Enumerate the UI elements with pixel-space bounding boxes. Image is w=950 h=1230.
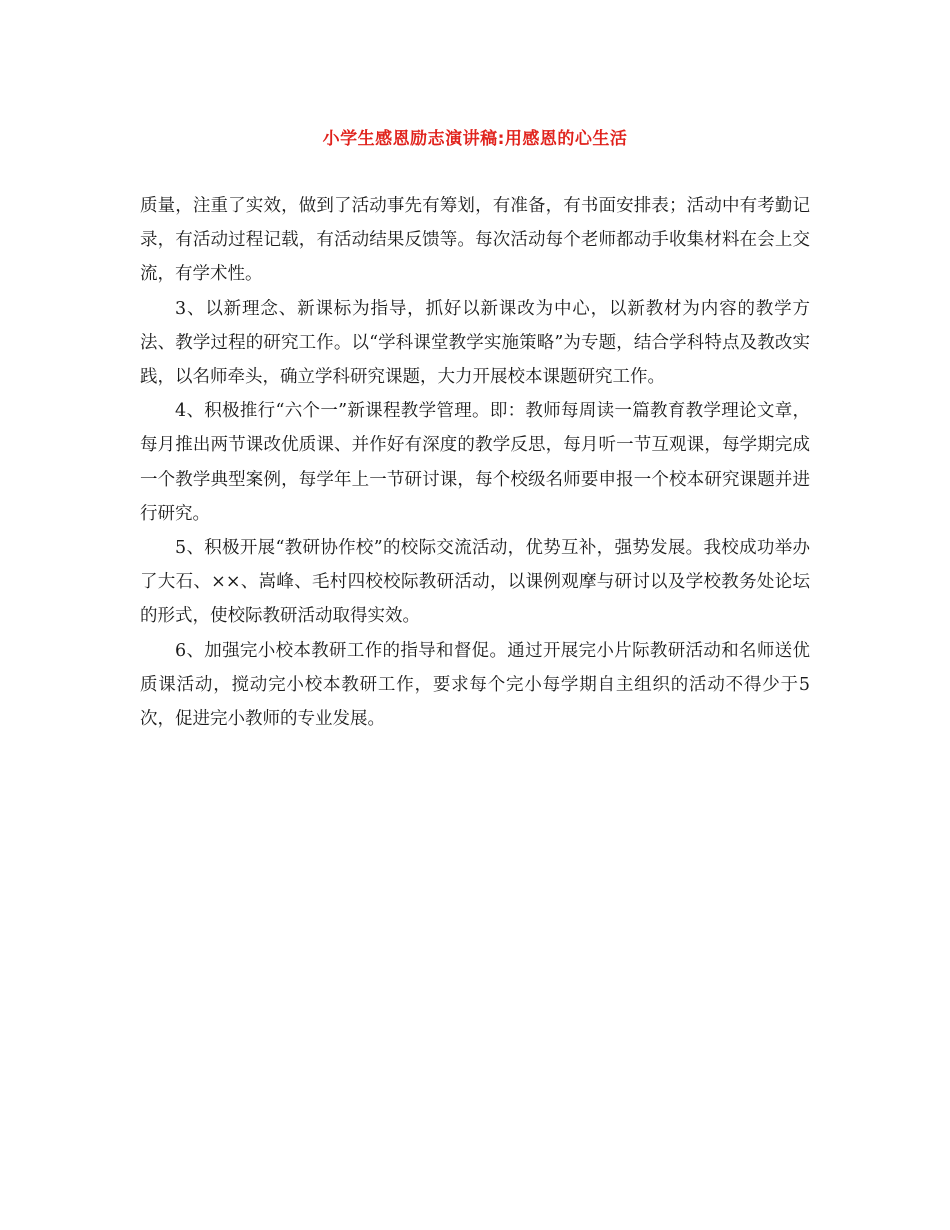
paragraph-item-3: 3、以新理念、新课标为指导，抓好以新课改为中心，以新教材为内容的教学方法、教学过程的研究工作。以“学科课堂教学实施策略”为专题，结合学科特点及教改实践，以名师牵头，确立学科研究课题，大力开展校本课题研究工作。 — [140, 298, 810, 388]
paragraph-continuation: 质量，注重了实效，做到了活动事先有筹划，有准备，有书面安排表；活动中有考勤记录，有活动过程记载，有活动结果反馈等。每次活动每个老师都动手收集材料在会上交流，有学术性。 — [140, 196, 810, 285]
document-title: 小学生感恩励志演讲稿:用感恩的心生活 — [322, 129, 628, 149]
paragraph-item-6: 6、加强完小校本教研工作的指导和督促。通过开展完小片际教研活动和名师送优质课活动，搅动完小校本教研工作，要求每个完小每学期自主组织的活动不得少于5次，促进完小教师的专业发展。 — [140, 640, 810, 730]
paragraph-item-5: 5、积极开展“教研协作校”的校际交流活动，优势互补，强势发展。我校成功举办了大石、××、嵩峰、毛村四校校际教研活动，以课例观摩与研讨以及学校教务处论坛的形式，使校际教研活动取得实效。 — [140, 538, 810, 627]
paragraph-item-4: 4、积极推行“六个一”新课程教学管理。即：教师每周读一篇教育教学理论文章，每月推出两节课改优质课、并作好有深度的教学反思，每月听一节互观课，每学期完成一个教学典型案例，每学年上一节研讨课，每个校级名师要申报一个校本研究课题并进行研究。 — [140, 401, 810, 524]
document-body — [140, 189, 810, 736]
